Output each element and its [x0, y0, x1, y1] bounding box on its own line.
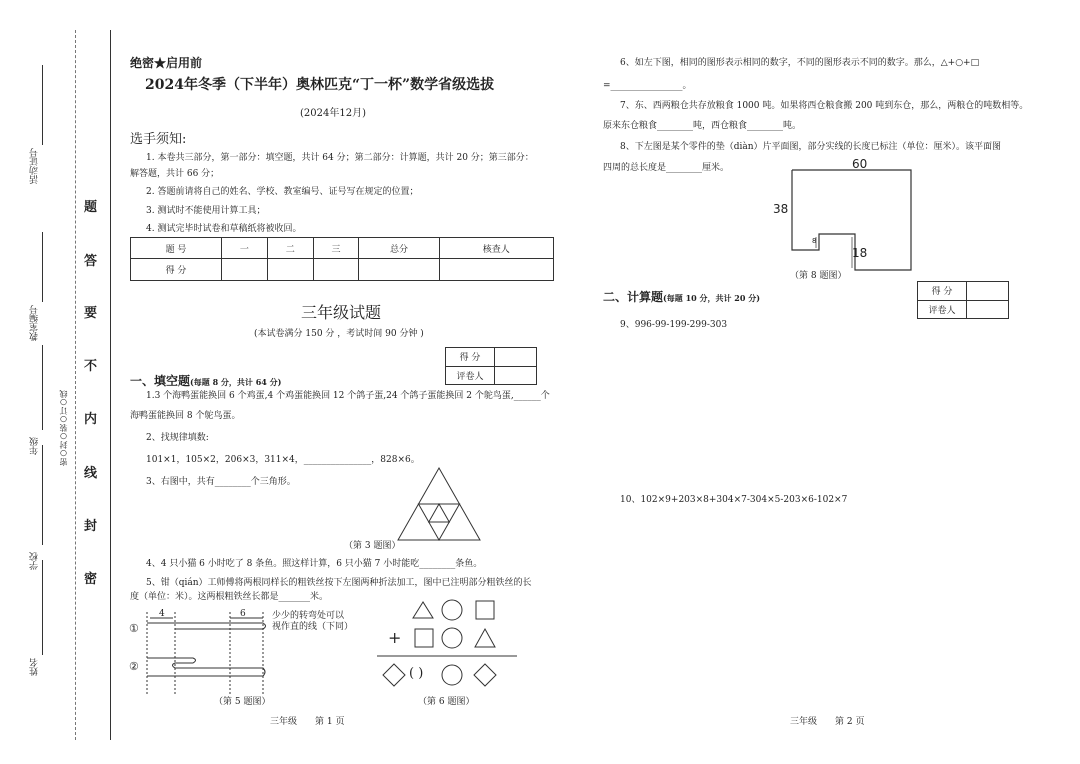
field-grade-label: 年级 — [30, 437, 40, 455]
figure-8-label-top: 60 — [852, 157, 868, 171]
field-room-line[interactable] — [42, 232, 43, 302]
mini-score-label: 得 分 — [446, 348, 495, 367]
figure-5-label-4: 4 — [159, 609, 165, 619]
score-cell[interactable] — [313, 259, 359, 281]
score-cell[interactable] — [439, 259, 553, 281]
seal-char: 内 — [84, 412, 98, 427]
mini-grader-cell[interactable] — [495, 366, 537, 385]
section2-sub: (每题 10 分，共计 20 分) — [663, 293, 760, 303]
field-room-label: 教室编号 — [30, 305, 40, 341]
question-7-line1: 7、东、西两粮仓共存放粮食 1000 吨。如果将西仓粮食搬 200 吨到东仓，那么，两粮仓的吨数相等。 — [620, 101, 1029, 111]
seal-line-text: 密○封○装○订○线 — [59, 390, 68, 466]
notice-item: 4. 测试完毕时试卷和草稿纸将被收回。 — [146, 224, 302, 234]
seal-char: 密 — [84, 572, 98, 587]
figure-5-label-2: ② — [129, 660, 139, 673]
seal-char: 题 — [84, 200, 98, 215]
figure-5-note-2: 视作直的线（下同） — [272, 622, 354, 632]
score-table-header: 总分 — [359, 238, 439, 259]
page-1-footer: 三年级 第 1 页 — [270, 717, 345, 727]
question-8-line1: 8、下左图是某个零件的垫（diàn）片平面图，部分实线的长度已标注（单位：厘米）。该平面图 — [620, 142, 1002, 152]
mini-grader-label: 评卷人 — [446, 366, 495, 385]
notice-item: 1. 本卷共三部分，第一部分：填空题，共计 64 分；第二部分：计算题，共计 20 分；第三部分： — [146, 153, 534, 163]
field-name-label: 姓名 — [30, 658, 40, 676]
section2-title: 二、计算题 — [603, 290, 664, 304]
exam-subtitle: (本试卷满分 150 分 ，考试时间 90 分钟 ) — [254, 329, 424, 339]
field-id-label: 活动证号 — [30, 148, 40, 184]
section1-score-box — [445, 347, 537, 385]
figure-8-label-left: 38 — [773, 202, 789, 216]
mini-grader-label: 评卷人 — [918, 300, 967, 319]
mini-grader-cell[interactable] — [967, 300, 1009, 319]
seal-char: 要 — [84, 306, 98, 321]
question-6-line2: =________________。 — [603, 81, 692, 91]
question-6-line1: 6、如左下图，相同的图形表示相同的数字，不同的图形表示不同的数字。那么，△+○+□ — [620, 58, 980, 68]
page-2-footer: 三年级 第 2 页 — [790, 717, 865, 727]
notice-item: 3. 测试时不能使用计算工具； — [146, 206, 266, 216]
field-grade-line[interactable] — [42, 345, 43, 430]
figure-8-label-inner: 18 — [852, 246, 868, 260]
seal-char: 不 — [84, 359, 98, 374]
binding-line — [110, 30, 111, 740]
notice-item: 解答题，共计 66 分； — [130, 169, 220, 179]
field-school-label: 学校 — [30, 552, 40, 570]
figure-5-label-1: ① — [129, 622, 139, 635]
score-table — [130, 237, 554, 281]
question-5-line1: 5、钳（qián）工师傅将两根同样长的粗铁丝按下左图两种折法加工，图中已注明部分粗铁丝的长 — [146, 578, 532, 588]
seal-char: 封 — [84, 519, 98, 534]
question-1-line1: 1.3 个海鸭蛋能换回 6 个鸡蛋,4 个鸡蛋能换回 12 个鸽子蛋,24 个鸽子蛋能换回 2 个鸵鸟蛋,______个 — [146, 391, 550, 401]
mini-score-cell[interactable] — [967, 282, 1009, 301]
figure-6-caption: （第 6 题图） — [418, 697, 475, 707]
figure-3-caption: （第 3 题图） — [344, 541, 401, 551]
question-9: 9、996-99-199-299-303 — [620, 320, 728, 330]
field-name-line[interactable] — [42, 560, 43, 655]
score-table-header: 三 — [313, 238, 359, 259]
score-cell[interactable] — [222, 259, 268, 281]
mini-score-label: 得 分 — [918, 282, 967, 301]
figure-5-label-6: 6 — [240, 609, 246, 619]
section1-sub: (每题 8 分，共计 64 分) — [190, 377, 282, 387]
score-cell[interactable] — [359, 259, 439, 281]
score-table-header: 核查人 — [439, 238, 553, 259]
question-2-sequence: 101×1，105×2，206×3，311×4，_______________，828×6。 — [146, 455, 420, 465]
question-10: 10、102×9+203×8+304×7-304×5-203×6-102×7 — [620, 495, 848, 505]
figure-6-paren: ( ) — [409, 666, 424, 681]
question-8-line2: 四周的总长度是________厘米。 — [603, 163, 730, 173]
section2-score-box — [917, 281, 1009, 319]
question-1-line2: 海鸭蛋能换回 8 个鸵鸟蛋。 — [130, 411, 241, 421]
page-title: 2024年冬季（下半年）奥林匹克“丁一杯”数学省级选拔 — [145, 77, 495, 93]
question-5-line2: 度（单位：米）。这两根粗铁丝长都是_______米。 — [130, 592, 329, 602]
figure-6-plus: + — [388, 628, 402, 647]
question-3: 3、右图中，共有________个三角形。 — [146, 477, 296, 487]
notice-heading: 选手须知: — [130, 132, 187, 147]
exam-date: (2024年12月) — [300, 108, 366, 119]
seal-char: 答 — [84, 254, 98, 269]
figure-3-triangles — [396, 466, 482, 542]
confidential-label: 绝密★启用前 — [130, 56, 203, 70]
seal-char: 线 — [84, 466, 98, 481]
field-school-line[interactable] — [42, 445, 43, 545]
cut-line — [75, 30, 77, 740]
score-cell[interactable] — [267, 259, 313, 281]
score-table-header: 一 — [222, 238, 268, 259]
field-id-line[interactable] — [42, 65, 43, 145]
figure-8-caption: （第 8 题图） — [790, 271, 847, 281]
score-table-row-label: 得 分 — [131, 259, 222, 281]
notice-item: 2. 答题前请将自己的姓名、学校、教室编号、证号写在规定的位置； — [146, 187, 419, 197]
score-table-header: 二 — [267, 238, 313, 259]
exam-title: 三年级试题 — [301, 303, 382, 322]
section2-heading — [603, 286, 760, 305]
section1-heading — [130, 370, 281, 389]
score-table-header: 题 号 — [131, 238, 222, 259]
question-4: 4、4 只小猫 6 小时吃了 8 条鱼。照这样计算，6 只小猫 7 小时能吃________条鱼。 — [146, 559, 483, 569]
question-2: 2、找规律填数: — [146, 433, 209, 443]
figure-8-label-small: 8 — [812, 237, 817, 245]
figure-5-note-1: 少少的转弯处可以 — [272, 611, 345, 621]
mini-score-cell[interactable] — [495, 348, 537, 367]
section1-title: 一、填空题 — [130, 374, 191, 388]
figure-5-caption: （第 5 题图） — [214, 697, 271, 707]
question-7-line2: 原来东仓粮食________吨，西仓粮食________吨。 — [603, 121, 802, 131]
